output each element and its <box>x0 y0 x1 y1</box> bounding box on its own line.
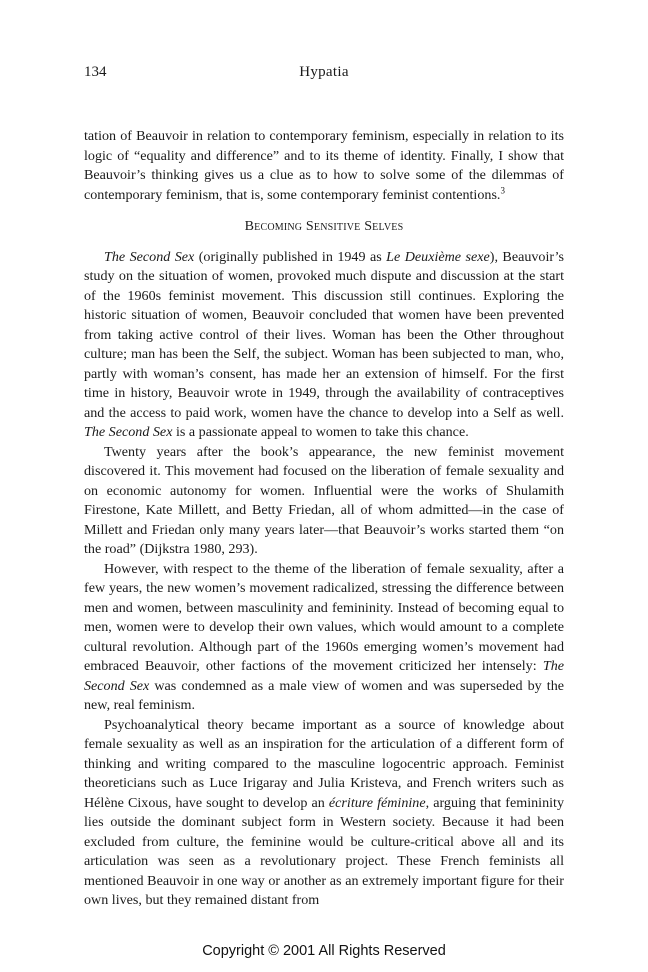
paragraph-5-text-a: Psychoanalytical theory became important as a source of knowledge about female sexuality as well as an inspiration for the articulation of a different form of thinking and writing compared to the masculine logocentric approach. Feminist theoreticians such as Luce Irigaray and Julia Kristeva, and French writers such as Hélène Cixous, have sought to develop an <box>84 716 564 811</box>
paragraph-1 <box>84 127 564 205</box>
paragraph-5 <box>84 716 564 911</box>
paragraph-2 <box>84 248 564 443</box>
section-heading: Becoming Sensitive Selves <box>244 219 404 234</box>
paragraph-4-text-a: However, with respect to the theme of the liberation of female sexuality, after a few years, the new women’s movement radicalized, stressing the difference between men and women, between masculinity and femininity. Instead of becoming equal to men, women were to develop their own values, which would amount to a complete cultural revolution. Although part of the 1960s emerging women’s movement had embraced Beauvoir, other factions of the movement criticized her intensely: <box>84 560 564 674</box>
copyright-footer: Copyright © 2001 All Rights Reserved <box>202 943 446 959</box>
paragraph-5-text-b: , arguing that femininity lies outside the dominant subject form in Western society. Because it had been excluded from culture, the feminine would be culture-critical above all and its articulation was seen as a revolutionary project. These French feminists all mentioned Beauvoir in one way or another as an extremely important figure for their own lives, but they remained distant from <box>84 794 564 908</box>
book-title: The Second Sex <box>84 658 564 694</box>
running-title: Hypatia <box>299 64 349 80</box>
book-title-french: Le Deuxième sexe <box>386 248 490 265</box>
footnote-marker: 3 <box>500 184 505 195</box>
paragraph-2-text-b: ), Beauvoir’s study on the situation of women, provoked much dispute and discussion at the start of the 1960s feminist movement. This discussion still continues. Exploring the historic situation of women, Beauvoir concluded that women have been prevented from taking active control of their lives. Woman has been the Other throughout culture; man has been the Self, the subject. Woman has been subjected to man, who, partly with woman’s consent, has made her an extension of himself. For the first time in history, Beauvoir wrote in 1949, through the availability of contraceptives and the access to paid work, women have the chance to develop into a Self as well. <box>84 248 564 421</box>
ecriture-feminine-term: écriture féminine <box>328 794 426 811</box>
paragraph-4 <box>84 560 564 716</box>
paragraph-3: Twenty years after the book’s appearance, the new feminist movement discovered it. This movement had focused on the liberation of female sexuality and on economic autonomy for women. Influential were the works of Shulamith Firestone, Kate Millett, and Betty Friedan, all of whom admitted—in the case of Millett and Friedan only many years later—that Beauvoir’s works started them “on the road” (Dijkstra 1980, 293). <box>84 443 564 557</box>
page-number: 134 <box>84 64 107 80</box>
paragraph-1-text: tation of Beauvoir in relation to contemporary feminism, especially in relation to its logic of “equality and difference” and to its theme of identity. Finally, I show that Beauvoir’s thinking gives us a clue as to how to solve some of the dilemmas of contemporary feminism, that is, some contemporary feminist contentions. <box>84 128 564 203</box>
book-title: The Second Sex <box>104 248 195 265</box>
paragraph-2-text-a: (originally published in 1949 as <box>194 248 387 265</box>
page-header <box>84 64 564 84</box>
book-title: The Second Sex <box>84 424 173 440</box>
article-body <box>84 127 564 911</box>
paragraph-2-text-c: is a passionate appeal to women to take this chance. <box>172 424 469 440</box>
paragraph-4-text-b: was condemned as a male view of women and was superseded by the new, real feminism. <box>84 677 564 713</box>
